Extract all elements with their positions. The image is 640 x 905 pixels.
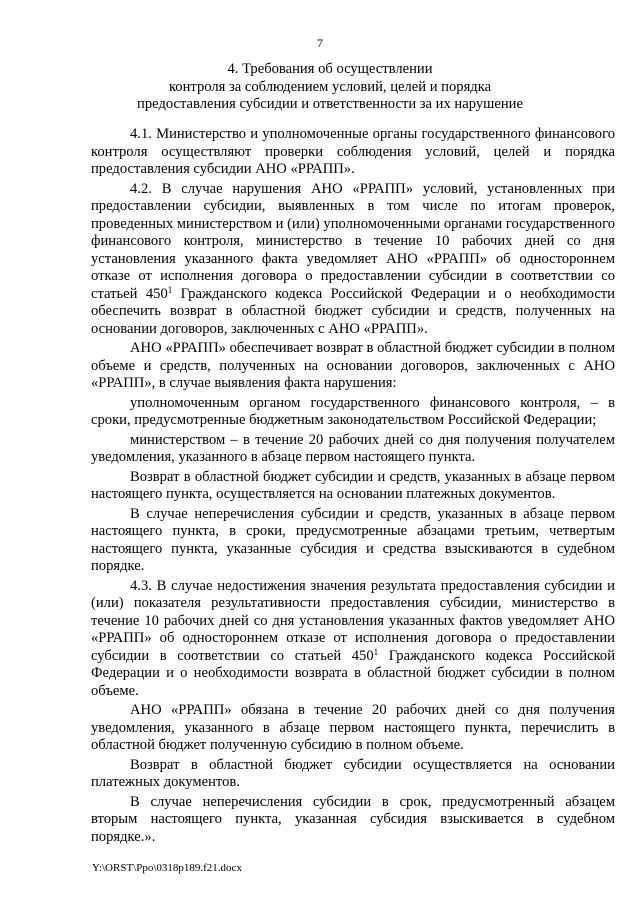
- paragraph: АНО «РРАПП» обязана в течение 20 рабочих дней со дня получения уведомления, указанного в абзаце первом настоящего пункта, перечислить в областной бюджет полученную субсидию в полном объеме.: [91, 702, 615, 753]
- paragraph-4-3: 4.3. В случае недостижения значения результата предоставления субсидии и (или) показателя результативности предоставления субсидии, министерство в течение 10 рабочих дней со дня установления указанных фактов уведомляет АНО «РРАПП» об одностороннем отказе от исполнения договора о предоставлении субсидии в соответствии со статьей $450^1$ Гражданского кодекса Российской Федерации и о необходимости возврата в областной бюджет субсидии в полном объеме.: [91, 577, 616, 699]
- paragraph-4-1: 4.1. Министерство и уполномоченные органы государственного финансового контроля осуществляют проверки соблюдения условий, целей и порядка предоставления субсидии АНО «РРАПП».: [91, 126, 615, 177]
- paragraph: В случае неперечисления субсидии и средств, указанных в абзаце первом настоящего пункта, в сроки, предусмотренные абзацами третьим, четвертым настоящего пункта, указанные субсидия и средства взыскиваются в судебном порядке.: [91, 505, 615, 574]
- paragraph: уполномоченным органом государственного финансового контроля, – в сроки, предусмотренные бюджетным законодательством Российской Федерации;: [91, 394, 615, 428]
- section-title-line: контроля за соблюдением условий, целей и порядка: [168, 78, 492, 95]
- section-title: [80, 61, 580, 114]
- file-path-footer: Y:\ORST\Ppo\0318p189.f21.docx: [92, 862, 242, 874]
- paragraph: министерством – в течение 20 рабочих дней со дня получения получателем уведомления, указанного в абзаце первом настоящего пункта.: [91, 431, 615, 465]
- paragraph: Возврат в областной бюджет субсидии и средств, указанных в абзаце первом настоящего пункта, осуществляется на основании платежных документов.: [91, 468, 615, 502]
- section-title-line: 4. Требования об осуществлении: [227, 61, 433, 77]
- document-body: [91, 126, 615, 848]
- page-number: 7: [317, 36, 323, 50]
- paragraph-4-2: 4.2. В случае нарушения АНО «РРАПП» условий, установленных при предоставлении субсидии, выявленных в том числе по итогам проверок, проведенных министерством и (или) уполномоченными органами государственного финансового контроля, министерство в течение 10 рабочих дней со дня установления указанного факта уведомляет АНО «РРАПП» об одностороннем отказе от исполнения договора о предоставлении субсидии в соответствии со статьей $450^1$ Гражданского кодекса Российской Федерации и о необходимости обеспечить возврат в областной бюджет субсидии и средств, полученных на основании договоров, заключенных с АНО «РРАПП».: [91, 180, 615, 337]
- superscript: 1: [167, 284, 173, 295]
- superscript: 1: [373, 646, 379, 657]
- section-title-line: предоставления субсидии и ответственности за их нарушение: [137, 96, 523, 112]
- paragraph: АНО «РРАПП» обеспечивает возврат в областной бюджет субсидии в полном объеме и средств, полученных на основании договоров, заключенных с АНО «РРАПП», в случае выявления факта нарушения:: [91, 340, 615, 391]
- paragraph: Возврат в областной бюджет субсидии осуществляется на основании платежных документов.: [91, 756, 615, 790]
- paragraph: В случае неперечисления субсидии в срок, предусмотренный абзацем вторым настоящего пункта, указанная субсидия взыскивается в судебном порядке.».: [91, 793, 615, 845]
